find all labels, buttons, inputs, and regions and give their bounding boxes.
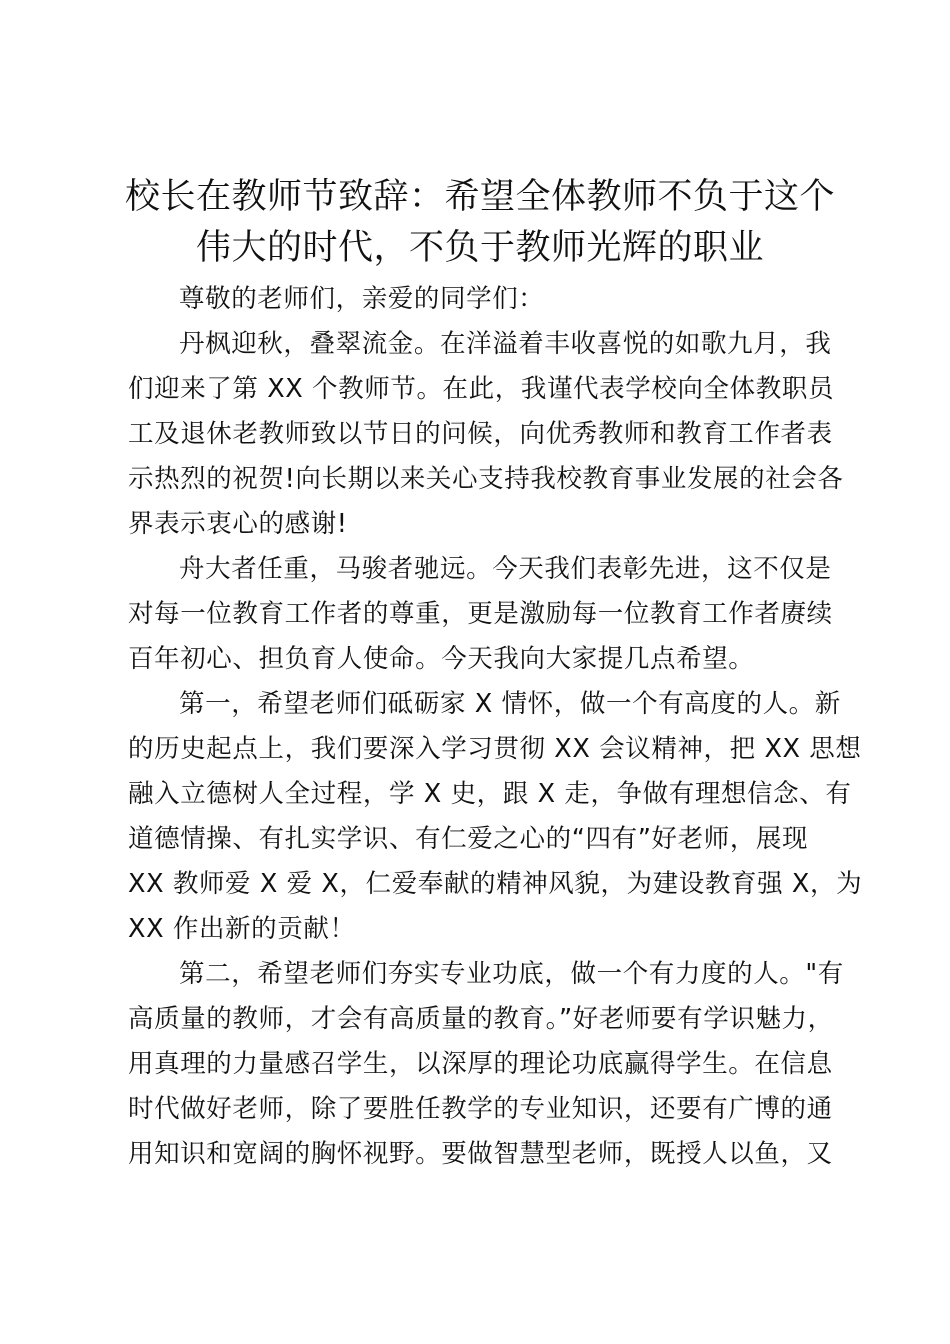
document-title [100, 172, 860, 274]
paragraph-line: 第二，希望老师们夯实专业功底，做一个有力度的人。"有 [179, 959, 844, 989]
paragraph-line: 时代做好老师，除了要胜任教学的专业知识，还要有广博的通 [128, 1094, 833, 1124]
paragraph-line: XX 教师爱 X 爱 X，仁爱奉献的精神风貌，为建设教育强 X，为 [128, 869, 863, 899]
paragraph-line: 舟大者任重，马骏者驰远。今天我们表彰先进，这不仅是 [179, 554, 832, 584]
paragraph-line: 丹枫迎秋，叠翠流金。在洋溢着丰收喜悦的如歌九月，我 [179, 329, 832, 359]
paragraph-line: 界表示衷心的感谢! [128, 509, 348, 539]
salutation [128, 277, 833, 322]
paragraph-line: 高质量的教师，才会有高质量的教育。”好老师要有学识魅力， [128, 1004, 834, 1034]
paragraph-line: 融入立德树人全过程，学 X 史，跟 X 走，争做有理想信念、有 [128, 779, 852, 809]
paragraph-line: 百年初心、担负育人使命。今天我向大家提几点希望。 [128, 644, 755, 674]
paragraph-line: 道德情操、有扎实学识、有仁爱之心的“四有”好老师，展现 [128, 824, 809, 854]
title-line-2: 伟大的时代，不负于教师光辉的职业 [195, 228, 764, 268]
title-line-1: 校长在教师节致辞：希望全体教师不负于这个 [124, 177, 835, 217]
paragraph-2 [128, 547, 833, 682]
salutation-text: 尊敬的老师们，亲爱的同学们： [179, 284, 545, 314]
paragraph-line: 们迎来了第 XX 个教师节。在此，我谨代表学校向全体教职员 [128, 374, 835, 404]
paragraph-line: 第一，希望老师们砥砺家 X 情怀，做一个有高度的人。新 [179, 689, 841, 719]
paragraph-line: 用知识和宽阔的胸怀视野。要做智慧型老师，既授人以鱼，又 [128, 1139, 833, 1169]
paragraph-4 [128, 952, 844, 1177]
paragraph-3 [128, 682, 863, 952]
paragraph-line: 工及退休老教师致以节日的问候，向优秀教师和教育工作者表 [128, 419, 833, 449]
paragraph-line: XX 作出新的贡献！ [128, 914, 356, 944]
paragraph-line: 示热烈的祝贺!向长期以来关心支持我校教育事业发展的社会各 [128, 464, 844, 494]
paragraph-line: 对每一位教育工作者的尊重，更是激励每一位教育工作者赓续 [128, 599, 833, 629]
paragraph-line: 的历史起点上，我们要深入学习贯彻 XX 会议精神，把 XX 思想 [128, 734, 862, 764]
paragraph-line: 用真理的力量感召学生，以深厚的理论功底赢得学生。在信息 [128, 1049, 833, 1079]
document-body [128, 277, 863, 1177]
paragraph-1 [128, 322, 844, 547]
